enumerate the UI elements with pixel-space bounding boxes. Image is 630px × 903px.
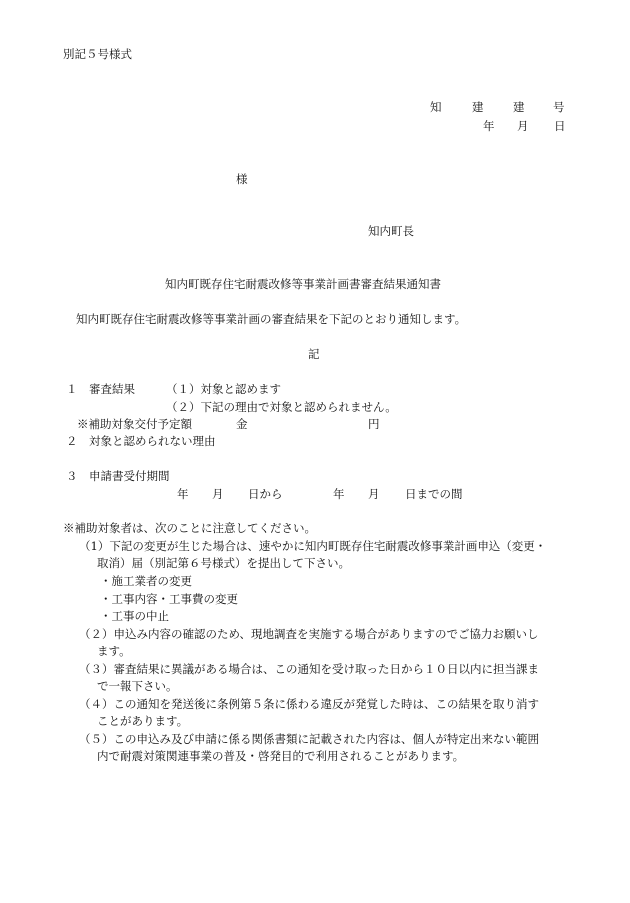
note4-line1: （４）この通知を発送後に条例第５条に係わる違反が発覚した時は、この結果を取り消す [79, 697, 539, 711]
note5-line1: （５）この申込み及び申請に係る関係書類に記載された内容は、個人が特定出来ない範囲 [79, 732, 539, 746]
note1-line2: 取消）届（別記第６号様式）を提出して下さい。 [97, 556, 350, 570]
period-to-year: 年 [333, 487, 345, 501]
document-number-char: 号 [553, 100, 565, 114]
date-month-label: 月 [517, 119, 529, 133]
note5-line2: 内で耐震対策関連事業の普及・啓発目的で利用されることがあります。 [97, 749, 465, 763]
note3-line2: で一報下さい。 [97, 679, 178, 693]
item1-label: 審査結果 [89, 382, 135, 396]
note1-line1: （1）下記の変更が生じた場合は、速やかに知内町既存住宅耐震改修事業計画申込（変更・ [79, 539, 547, 553]
note2-line2: ます。 [97, 644, 131, 658]
note1-bullet2: ・工事内容・工事費の変更 [100, 592, 238, 606]
item1-option1: （１）対象と認めます [166, 382, 281, 396]
note1-bullet1: ・施工業者の変更 [100, 574, 192, 588]
period-to-month: 月 [368, 487, 380, 501]
subsidy-kin: 金 [236, 417, 248, 431]
ki-heading: 記 [308, 347, 320, 361]
item2-label: 対象と認められない理由 [89, 434, 216, 448]
period-from-month: 月 [212, 487, 224, 501]
notes-heading: ※補助対象者は、次のことに注意してください。 [63, 521, 316, 535]
form-label: 別記５号様式 [63, 47, 132, 61]
note1-bullet3: ・工事の中止 [100, 609, 169, 623]
document-number-char: 建 [513, 100, 525, 114]
item1-number: １ [66, 382, 78, 396]
subsidy-yen: 円 [368, 417, 380, 431]
date-day-label: 日 [554, 119, 566, 133]
intro-text: 知内町既存住宅耐震改修等事業計画の審査結果を下記のとおり通知します。 [76, 312, 467, 326]
item2-number: ２ [66, 434, 78, 448]
document-title: 知内町既存住宅耐震改修等事業計画書審査結果通知書 [165, 277, 441, 291]
item3-label: 申請書受付期間 [89, 469, 170, 483]
note2-line1: （２）申込み内容の確認のため、現地調査を実施する場合がありますのでご協力お願いし [79, 627, 539, 641]
document-number-char: 建 [472, 100, 484, 114]
sender-name: 知内町長 [368, 224, 414, 238]
note4-line2: ことがあります。 [97, 714, 189, 728]
date-year-label: 年 [483, 119, 495, 133]
item3-number: ３ [66, 469, 78, 483]
item1-option2: （２）下記の理由で対象と認められません。 [166, 400, 397, 414]
addressee-honorific: 様 [236, 172, 248, 186]
note3-line1: （３）審査結果に異議がある場合は、この通知を受け取った日から１０日以内に担当課ま [79, 662, 539, 676]
period-from-day: 日から [248, 487, 283, 501]
period-from-year: 年 [177, 487, 189, 501]
document-number-char: 知 [430, 100, 442, 114]
period-to-day: 日までの間 [405, 487, 463, 501]
subsidy-label: ※補助対象交付予定額 [77, 417, 192, 431]
